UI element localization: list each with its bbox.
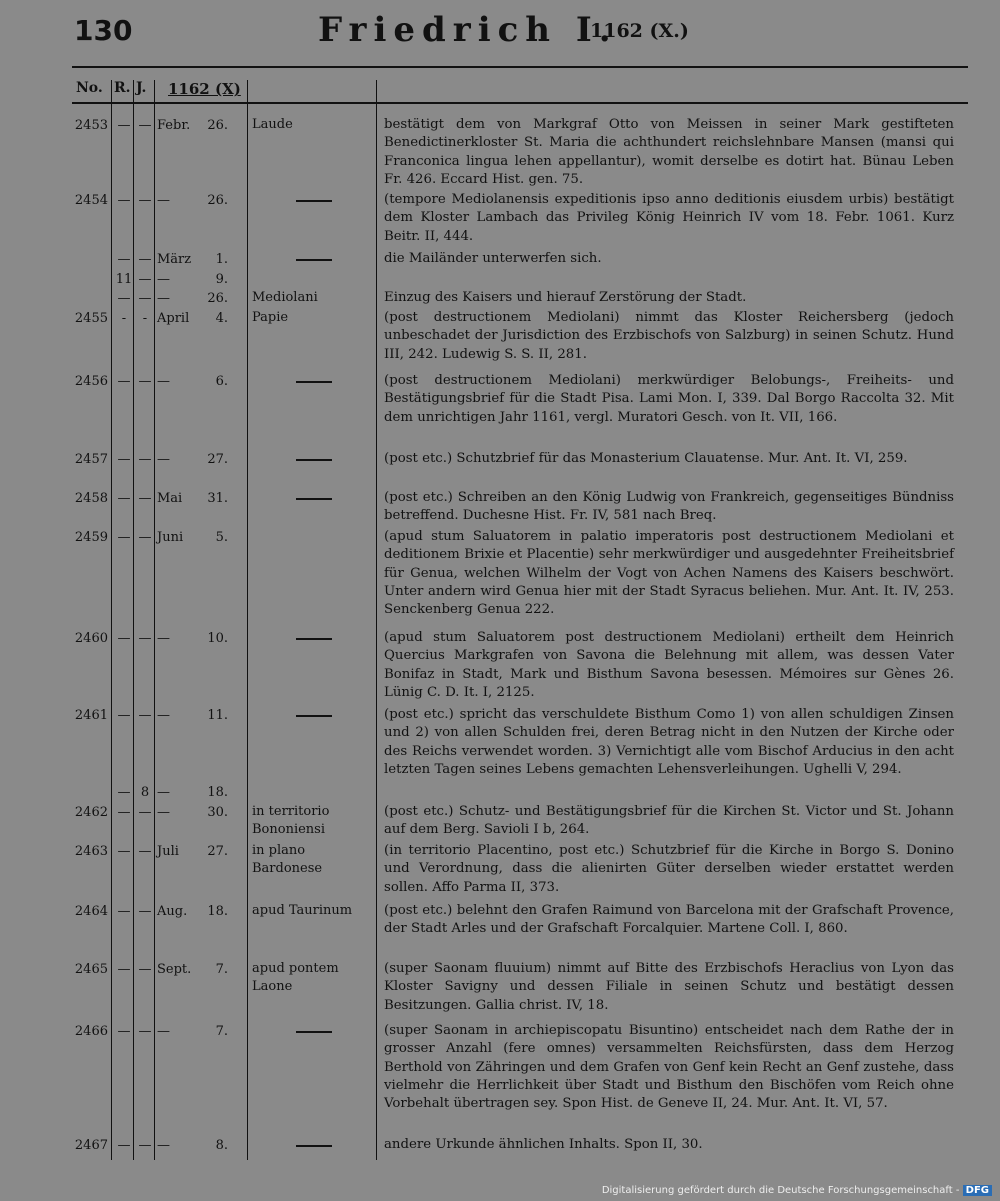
entry-day: 10. — [207, 631, 228, 646]
dfg-logo: DFG — [963, 1185, 992, 1196]
footer-credit — [602, 1185, 992, 1196]
entry-j: — — [138, 1138, 152, 1153]
place-ditto-dash — [296, 459, 332, 461]
entry-j: 8 — [140, 785, 150, 800]
entry-number: 2456 — [74, 374, 108, 389]
entry-month: — — [157, 374, 170, 389]
entry-number: 2454 — [74, 193, 108, 208]
entry-r: — — [117, 452, 131, 467]
page-title: Friedrich I. — [318, 10, 618, 50]
place-ditto-dash — [296, 638, 332, 640]
entry-r: — — [117, 844, 131, 859]
entry-place: apud Taurinum — [252, 903, 353, 918]
entry-month: Juni — [157, 530, 184, 545]
entry-day: 8. — [215, 1138, 228, 1153]
entry-text: (super Saonam fluuium) nimmt auf Bitte des Erzbischofs Heraclius von Lyon das Kloster Savigny und dessen Filiale in seinen Schutz und bestätigt dessen Besitzungen. Gallia christ. IV, 18. — [384, 961, 954, 1013]
entry-number: 2464 — [74, 904, 108, 919]
page-number: 130 — [74, 14, 133, 47]
entry-number: 2453 — [74, 118, 108, 133]
entry-j: — — [138, 904, 152, 919]
entry-number: 2465 — [74, 962, 108, 977]
footer-text: Digitalisierung gefördert durch die Deutsche Forschungsgemeinschaft - — [601, 1185, 960, 1196]
entry-j: — — [138, 193, 152, 208]
entry-r: — — [117, 708, 131, 723]
entry-j: — — [138, 844, 152, 859]
entry-j: — — [138, 805, 152, 820]
entry-day: 7. — [215, 962, 228, 977]
col-header-j: J. — [136, 80, 147, 96]
entry-place: in plano Bardonese — [252, 843, 323, 876]
entry-text: (super Saonam in archiepiscopatu Bisuntino) entscheidet nach dem Rathe der in grosser Anzahl (fere omnes) versammelten Reichsfürsten, dass dem Herzog Berthold von Zähringen und dem Grafen von Genf kein Recht an Genf zustehe, dass vielmehr die Herrlichkeit über Stadt und Bisthum den Bischöfen vom Reich ohne Vorbehalt übertragen sey. Spon Hist. de Geneve II, 24. Mur. Ant. It. VI, 57. — [384, 1023, 954, 1112]
entry-day: 6. — [215, 374, 228, 389]
entry-j: — — [138, 1024, 152, 1039]
entry-day: 9. — [215, 272, 228, 287]
entry-text: (post etc.) belehnt den Grafen Raimund von Barcelona mit der Grafschaft Provence, der Stadt Arles und der Grafschaft Forcalquier. Martene Coll. I, 860. — [384, 903, 954, 937]
entry-place: Papie — [252, 310, 289, 325]
col-divider-2 — [133, 80, 134, 1160]
entry-number: 2461 — [74, 708, 108, 723]
entry-day: 18. — [207, 904, 228, 919]
place-ditto-dash — [296, 498, 332, 500]
place-ditto-dash — [296, 1145, 332, 1147]
col-header-no: No. — [76, 80, 103, 96]
entry-number: 2466 — [74, 1024, 108, 1039]
entry-j: — — [138, 118, 152, 133]
entry-r: — — [117, 291, 131, 306]
col-divider-5 — [376, 80, 377, 1160]
entry-month: März — [157, 252, 192, 267]
col-header-r: R. — [114, 80, 131, 96]
entry-j: — — [138, 374, 152, 389]
entry-day: 27. — [207, 452, 228, 467]
entry-r: — — [117, 491, 131, 506]
entry-j: — — [138, 491, 152, 506]
entry-month: Mai — [157, 491, 183, 506]
entry-text: Einzug des Kaisers und hierauf Zerstörung der Stadt. — [384, 290, 747, 305]
entry-r: — — [117, 904, 131, 919]
entry-r: 11 — [115, 272, 133, 287]
entry-month: — — [157, 805, 170, 820]
entry-day: 18. — [207, 785, 228, 800]
entry-r: — — [117, 252, 131, 267]
col-divider-1 — [111, 80, 112, 1160]
entry-place: apud pontem Laone — [252, 961, 339, 994]
entry-day: 26. — [207, 193, 228, 208]
entry-place: Laude — [252, 117, 293, 132]
entry-r: — — [117, 1138, 131, 1153]
entry-r: — — [117, 1024, 131, 1039]
col-header-date: 1162 (X) — [168, 80, 241, 98]
entry-text: (in territorio Placentino, post etc.) Schutzbrief für die Kirche in Borgo S. Donino und Verordnung, dass die alienirten Güter derselben wieder erstattet werden sollen. Affo Parma II, 373. — [384, 843, 954, 895]
entry-month: Sept. — [157, 962, 192, 977]
entry-number: 2460 — [74, 631, 108, 646]
col-divider-4 — [247, 80, 248, 1160]
place-ditto-dash — [296, 1031, 332, 1033]
header-year: 1162 (X.) — [590, 20, 689, 42]
entry-day: 30. — [207, 805, 228, 820]
entry-month: Juli — [157, 844, 179, 859]
entry-text: (apud stum Saluatorem in palatio imperatoris post destructionem Mediolani et deditionem Brixie et Placentie) sehr merkwürdiger und ausgedehnter Freiheitsbrief für Genua, welchen Wilhelm der Vogt von Achen Namens des Kaisers beschwört. Unter andern wird Genua hier mit der Stadt Syracus beliehen. Mur. Ant. It. IV, 253. Senckenberg Genua 222. — [384, 529, 954, 618]
entry-text: (post destructionem Mediolani) merkwürdiger Belobungs-, Freiheits- und Bestätigungsbrief für die Stadt Pisa. Lami Mon. I, 339. Dal Borgo Raccolta 32. Mit dem unrichtigen Jahr 1161, vergl. Muratori Gesch. von It. VII, 166. — [384, 373, 954, 425]
entry-month: — — [157, 272, 170, 287]
entry-day: 5. — [215, 530, 228, 545]
entry-text: die Mailänder unterwerfen sich. — [384, 251, 602, 266]
entry-r: — — [117, 374, 131, 389]
entry-month: — — [157, 708, 170, 723]
entry-day: 27. — [207, 844, 228, 859]
entry-month: Aug. — [157, 904, 188, 919]
entry-text: (apud stum Saluatorem post destructionem Mediolani) ertheilt dem Heinrich Quercius Markgrafen von Savona die Belehnung mit allem, was dessen Vater Bonifaz in Stadt, Mark und Bisthum Savona besessen. Mémoires sur Gènes 26. Lünig C. D. It. I, 2125. — [384, 630, 954, 700]
entry-number: 2457 — [74, 452, 108, 467]
entry-j: — — [138, 452, 152, 467]
place-ditto-dash — [296, 259, 332, 261]
place-ditto-dash — [296, 200, 332, 202]
entry-day: 31. — [207, 491, 228, 506]
entry-r: — — [117, 962, 131, 977]
entry-number: 2458 — [74, 491, 108, 506]
rule-header — [72, 102, 968, 104]
entry-r: — — [117, 785, 131, 800]
entry-number: 2463 — [74, 844, 108, 859]
entry-month: — — [157, 291, 170, 306]
entry-day: 26. — [207, 291, 228, 306]
entry-j: — — [138, 530, 152, 545]
entry-place: Mediolani — [252, 290, 318, 305]
entry-month: — — [157, 193, 170, 208]
entry-number: 2459 — [74, 530, 108, 545]
entry-day: 4. — [215, 311, 228, 326]
entry-day: 1. — [215, 252, 228, 267]
place-ditto-dash — [296, 715, 332, 717]
entry-r: — — [117, 118, 131, 133]
entry-month: — — [157, 631, 170, 646]
entry-number: 2462 — [74, 805, 108, 820]
entry-j: — — [138, 252, 152, 267]
entry-text: (post destructionem Mediolani) nimmt das Kloster Reichersberg (jedoch unbeschadet der Jurisdiction des Erzbischofs von Salzburg) in seinen Schutz. Hund III, 242. Ludewig S. S. II, 281. — [384, 310, 954, 362]
entry-text: (post etc.) Schutzbrief für das Monasterium Clauatense. Mur. Ant. It. VI, 259. — [384, 451, 908, 466]
entry-r: — — [117, 530, 131, 545]
entry-month: April — [157, 311, 190, 326]
entry-day: 7. — [215, 1024, 228, 1039]
place-ditto-dash — [296, 381, 332, 383]
entry-r: — — [117, 805, 131, 820]
entry-text: (post etc.) Schreiben an den König Ludwig von Frankreich, gegenseitiges Bündniss betreffend. Duchesne Hist. Fr. IV, 581 nach Breq. — [384, 490, 954, 524]
entry-day: 11. — [207, 708, 228, 723]
entry-j: — — [138, 708, 152, 723]
entry-text: (tempore Mediolanensis expeditionis ipso anno deditionis eiusdem urbis) bestätigt dem Kloster Lambach das Privileg König Heinrich IV vom 18. Febr. 1061. Kurz Beitr. II, 444. — [384, 192, 954, 244]
entry-r: - — [121, 311, 127, 326]
entry-j: — — [138, 272, 152, 287]
entry-month: Febr. — [157, 118, 191, 133]
page-header — [0, 0, 1000, 62]
entry-month: — — [157, 452, 170, 467]
entry-month: — — [157, 1024, 170, 1039]
entry-text: andere Urkunde ähnlichen Inhalts. Spon II, 30. — [384, 1137, 703, 1152]
entry-j: — — [138, 631, 152, 646]
entry-text: (post etc.) Schutz- und Bestätigungsbrief für die Kirchen St. Victor und St. Johann auf dem Berg. Savioli I b, 264. — [384, 804, 954, 838]
entry-j: — — [138, 291, 152, 306]
entry-number: 2455 — [74, 311, 108, 326]
entry-j: - — [142, 311, 148, 326]
rule-top — [72, 66, 968, 68]
col-divider-3 — [154, 80, 155, 1160]
entry-day: 26. — [207, 118, 228, 133]
entry-number: 2467 — [74, 1138, 108, 1153]
entry-j: — — [138, 962, 152, 977]
entry-r: — — [117, 631, 131, 646]
entry-place: in territorio Bononiensi — [252, 804, 330, 837]
entry-month: — — [157, 785, 170, 800]
entry-text: (post etc.) spricht das verschuldete Bisthum Como 1) von allen schuldigen Zinsen und 2) von allen Schulden frei, deren Betrag nicht in den Nutzen der Kirche oder des Reichs verwendet worden. 3) Vernichtigt alle vom Bischof Arducius in den acht letzten Tagen seines Lebens gemachten Lehensverleihungen. Ughelli V, 294. — [384, 707, 954, 777]
entry-r: — — [117, 193, 131, 208]
entry-month: — — [157, 1138, 170, 1153]
entry-text: bestätigt dem von Markgraf Otto von Meissen in seiner Mark gestifteten Benedictinerkloster St. Maria die achthundert reichslehnbare Mansen (mansi qui Franconica lingua lehen appellantur), womit derselbe es dotirt hat. Bünau Leben Fr. 426. Eccard Hist. gen. 75. — [384, 117, 954, 187]
